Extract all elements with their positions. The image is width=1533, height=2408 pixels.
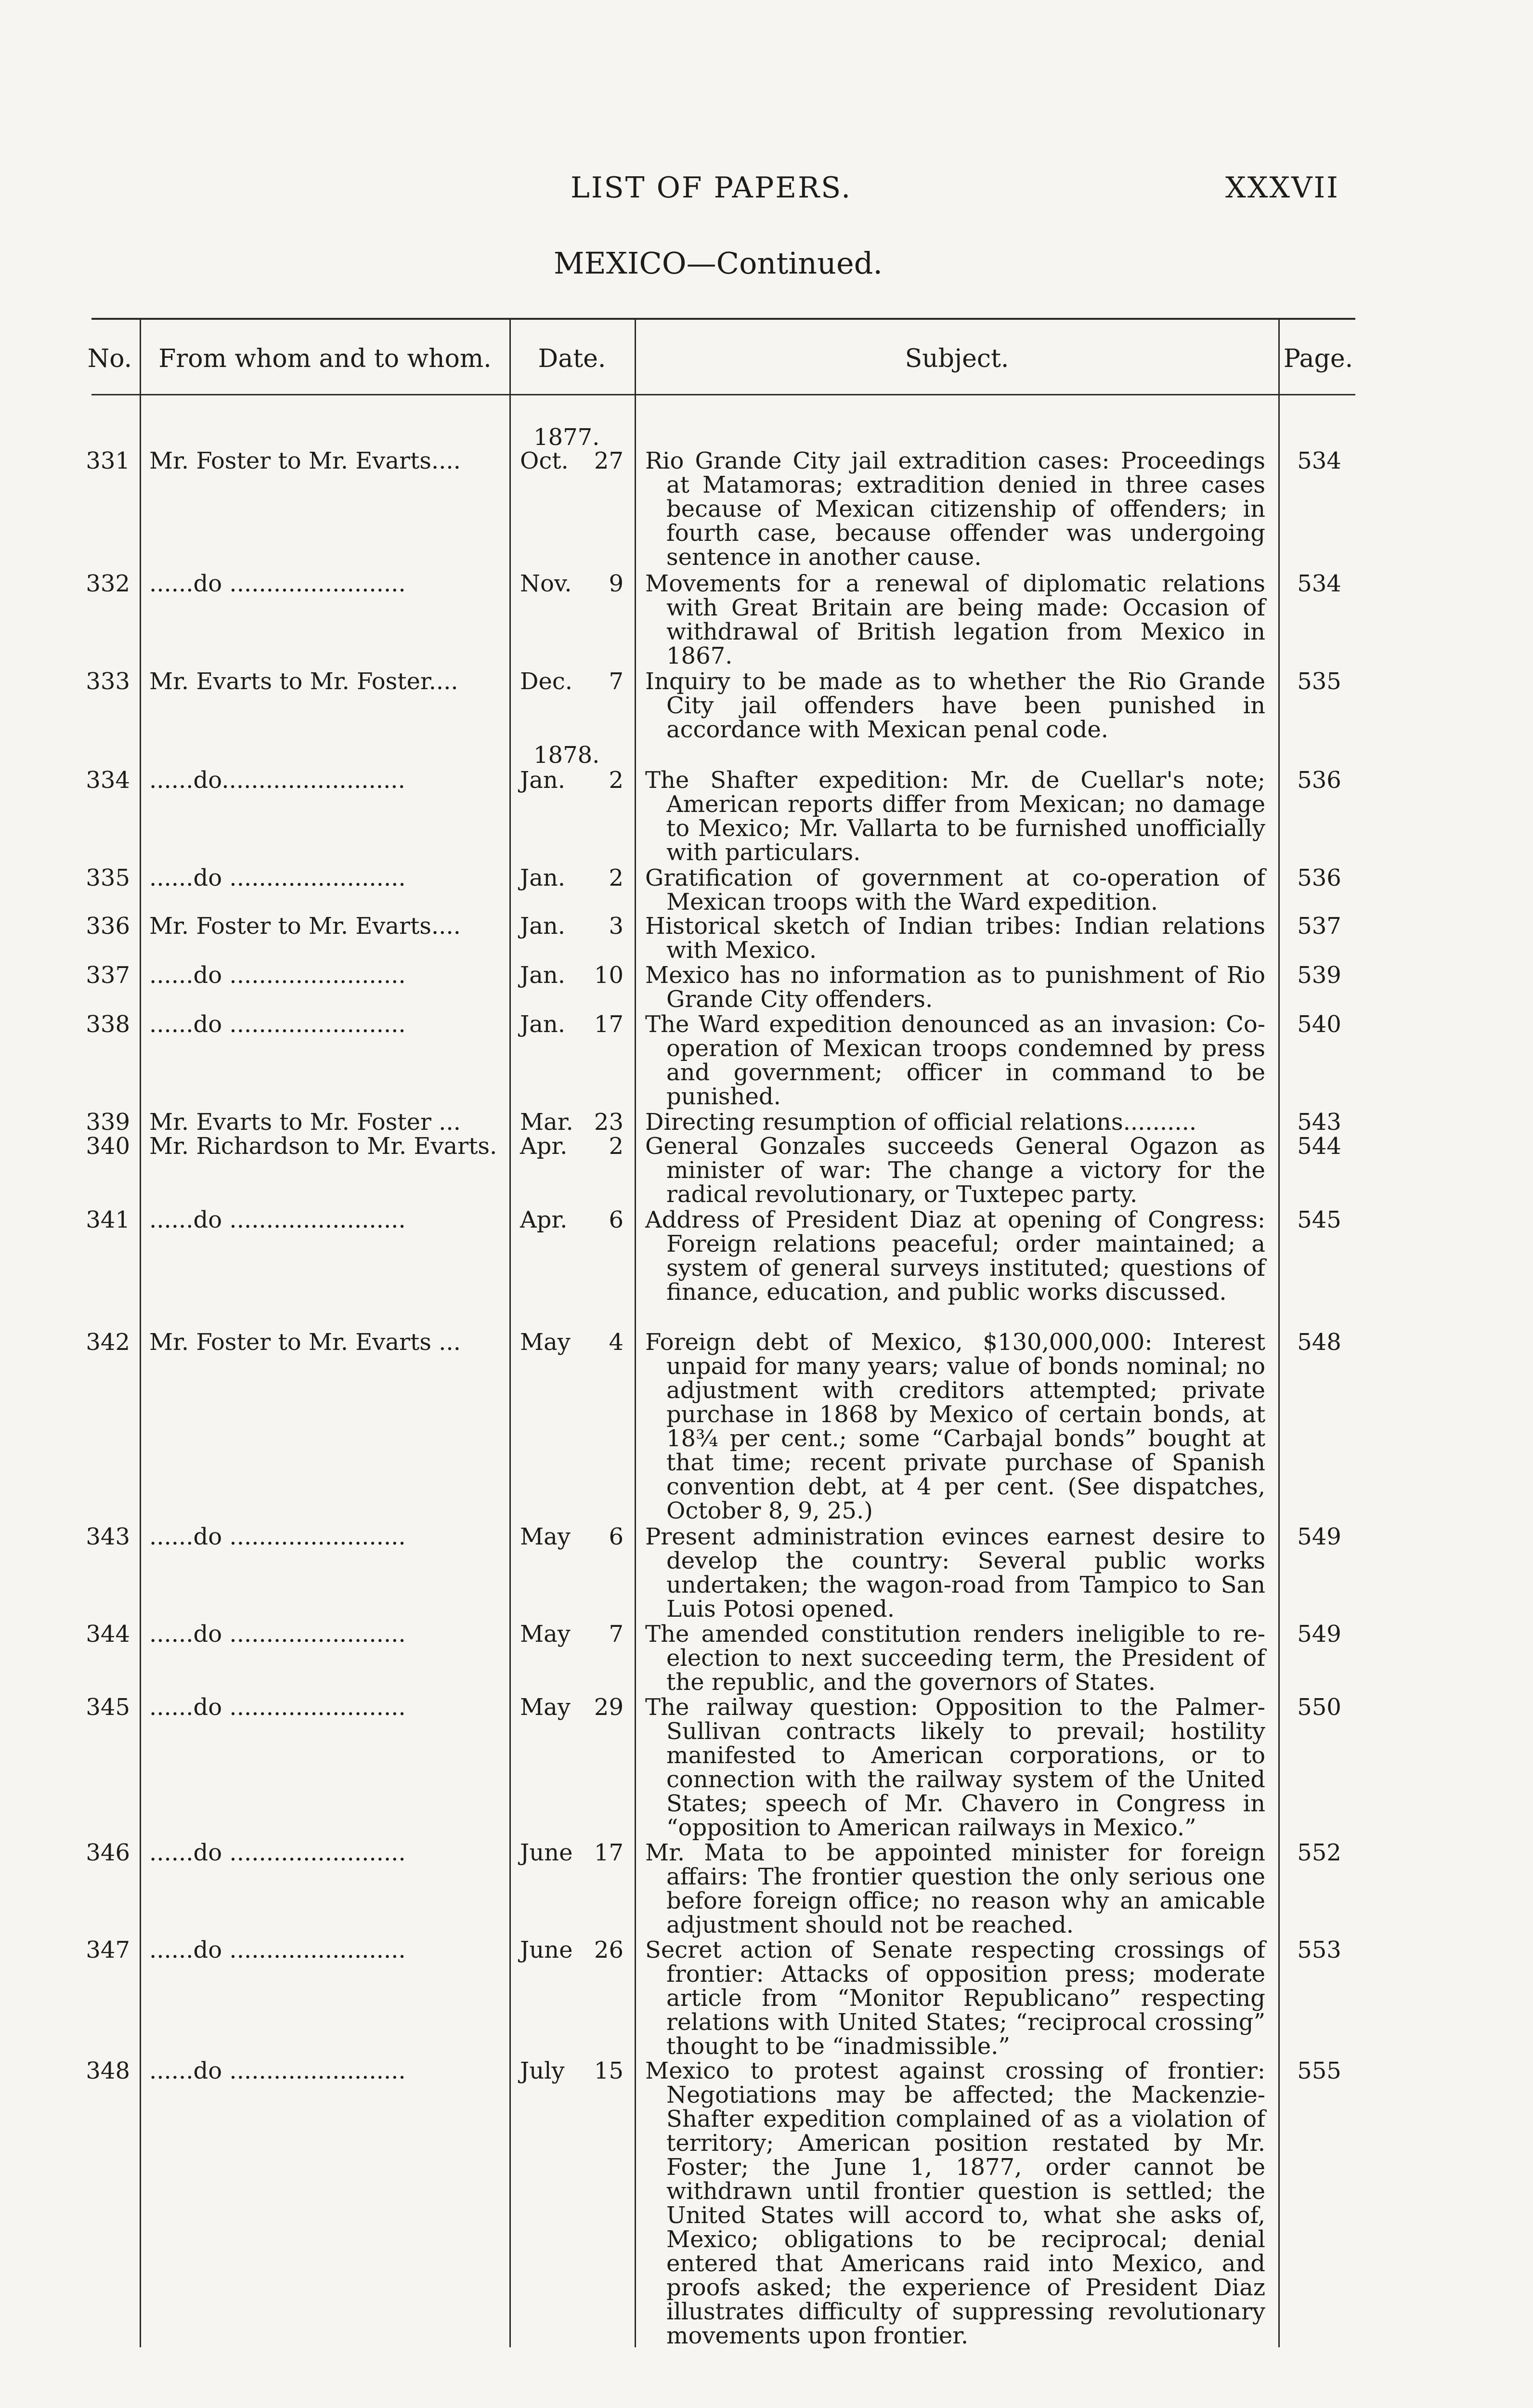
date-day: 7 [609,668,624,695]
table-row-subject: Mexico to protest against crossing of frontier: Negotiations may be affected; the Mackenzie-Shafter expedition complained of as a violation of territory; American position restated by Mr. Foster; the June 1, 1877, order cannot be withdrawn until frontier question is settled; the United States will accord to, what she asks of, Mexico; obligations to be reciprocal; denial entered that Americans raid into Mexico, and proofs asked; the experience of President Diaz illustrates difficulty of suppressing revolutionary movements upon frontier. [645,2057,1265,2349]
date-month: Jan. [520,864,566,891]
date-month: July [520,2057,565,2084]
column-header-from: From whom and to whom. [158,344,492,373]
date-month: May [520,1694,571,1721]
table-row-subject: Address of President Diaz at opening of Congress: Foreign relations peaceful; order maintained; a system of general surveys instituted; questions of finance, education, and public works discussed. [645,1206,1265,1306]
date-month: Jan. [520,913,566,940]
table-row-from: ......do ........................ [149,1206,406,1233]
table-row-number: 345 [86,1694,130,1721]
column-header-no: No. [87,344,132,373]
date-day: 17 [594,1011,624,1038]
table-row-subject: Historical sketch of Indian tribes: Indian relations with Mexico. [645,913,1265,964]
table-row-page: 550 [1297,1694,1341,1721]
table-row-from: ......do ........................ [149,1839,406,1866]
table-row-page: 549 [1297,1621,1341,1648]
date-day: 3 [609,913,624,940]
column-divider [140,320,141,2347]
table-row-page: 540 [1297,1011,1341,1038]
table-row-page: 553 [1297,1937,1341,1963]
date-month: Jan. [520,767,566,794]
table-row-from: Mr. Evarts to Mr. Foster ... [149,1109,461,1136]
table-row-subject: Inquiry to be made as to whether the Rio Grande City jail offenders have been punished in accordance with Mexican penal code. [645,668,1265,743]
date-month: Apr. [520,1206,568,1233]
table-row-number: 338 [86,1011,130,1038]
table-row-subject: Foreign debt of Mexico, $130,000,000: Interest unpaid for many years; value of bonds nominal; no adjustment with creditors attempted; private purchase in 1868 by Mexico of certain bonds, at 18¾ per cent.; some “Carbajal bonds” bought at that time; recent private purchase of Spanish convention debt, at 4 per cent. (See dispatches, October 8, 9, 25.) [645,1329,1265,1524]
table-row-from: ......do ........................ [149,2057,406,2084]
table-row-subject: Secret action of Senate respecting crossings of frontier: Attacks of opposition press; moderate article from “Monitor Republicano” respecting relations with United States; “reciprocal crossing” thought to be “inadmissible.” [645,1937,1265,2060]
table-row-number: 339 [86,1109,130,1136]
table-row-from: Mr. Richardson to Mr. Evarts. [149,1133,497,1160]
column-divider [635,320,636,2347]
date-month: Apr. [520,1133,568,1160]
column-header-subject: Subject. [905,344,1009,373]
date-day: 2 [609,864,624,891]
table-row-from: ......do ........................ [149,1621,406,1648]
date-day: 2 [609,767,624,794]
date-month: June [520,1937,573,1963]
table-top-rule [91,318,1355,320]
date-day: 2 [609,1133,624,1160]
section-heading: MEXICO—Continued. [554,246,883,281]
date-month: May [520,1621,571,1648]
table-row-from: ......do ........................ [149,1011,406,1038]
table-row-page: 555 [1297,2057,1341,2084]
table-row-number: 340 [86,1133,130,1160]
table-row-subject: The Shafter expedition: Mr. de Cuellar's note; American reports differ from Mexican; no damage to Mexico; Mr. Vallarta to be furnished unofficially with particulars. [645,767,1265,866]
date-day: 17 [594,1839,624,1866]
table-row-subject: The Ward expedition denounced as an invasion: Co-operation of Mexican troops condemned by press and government; officer in command to be punished. [645,1011,1265,1110]
table-row-subject: Present administration evinces earnest desire to develop the country: Several public works undertaken; the wagon-road from Tampico to San Luis Potosi opened. [645,1523,1265,1623]
table-row-subject: Mexico has no information as to punishment of Rio Grande City offenders. [645,962,1265,1013]
table-row-number: 337 [86,962,130,989]
table-row-from: ......do......................... [149,767,405,794]
date-day: 10 [594,962,624,989]
table-row-page: 536 [1297,864,1341,891]
table-row-number: 342 [86,1329,130,1356]
table-header-rule [91,394,1355,395]
date-day: 7 [609,1621,624,1648]
table-row-page: 535 [1297,668,1341,695]
date-day: 6 [609,1206,624,1233]
table-row-from: Mr. Foster to Mr. Evarts ... [149,1329,461,1356]
table-row-subject: Movements for a renewal of diplomatic relations with Great Britain are being made: Occasion of withdrawal of British legation from Mexico in 1867. [645,570,1265,669]
table-row-from: ......do ........................ [149,1694,406,1721]
date-month: June [520,1839,573,1866]
table-row-from: ......do ........................ [149,962,406,989]
table-row-page: 534 [1297,570,1341,597]
date-month: Oct. [520,447,569,474]
table-row-from: ......do ........................ [149,864,406,891]
date-day: 27 [594,447,624,474]
date-day: 23 [594,1109,624,1136]
date-month: May [520,1523,571,1550]
date-month: Mar. [520,1109,573,1136]
column-header-date: Date. [538,344,606,373]
date-day: 4 [609,1329,624,1356]
date-day: 6 [609,1523,624,1550]
column-divider [1278,320,1280,2347]
table-row-subject: Rio Grande City jail extradition cases: Proceedings at Matamoras; extradition denied in three cases because of Mexican citizenship of offenders; in fourth case, because offender was undergoing sentence in another cause. [645,447,1265,571]
table-row-page: 534 [1297,447,1341,474]
date-day: 15 [594,2057,624,2084]
table-row-number: 343 [86,1523,130,1550]
table-row-from: ......do ........................ [149,1937,406,1963]
running-title: LIST OF PAPERS. [571,171,852,205]
table-row-number: 332 [86,570,130,597]
table-row-from: ......do ........................ [149,570,406,597]
date-day: 9 [609,570,624,597]
table-row-number: 348 [86,2057,130,2084]
table-row-number: 333 [86,668,130,695]
table-row-subject: Gratification of government at co-operation of Mexican troops with the Ward expedition. [645,864,1265,916]
page-number-roman: XXXVII [1225,171,1339,205]
year-label: 1877. [533,424,600,451]
table-row-number: 344 [86,1621,130,1648]
table-row-page: 543 [1297,1109,1341,1136]
table-row-page: 537 [1297,913,1341,940]
date-month: Jan. [520,962,566,989]
table-row-subject: Directing resumption of official relations.......... [645,1109,1197,1136]
table-row-subject: The railway question: Opposition to the Palmer-Sullivan contracts likely to prevail; hostility manifested to American corporations, or to connection with the railway system of the United States; speech of Mr. Chavero in Congress in “opposition to American railways in Mexico.” [645,1694,1265,1841]
date-day: 26 [594,1937,624,1963]
table-row-page: 544 [1297,1133,1341,1160]
column-header-page: Page. [1283,344,1353,373]
table-row-number: 347 [86,1937,130,1963]
date-day: 29 [594,1694,624,1721]
table-row-page: 548 [1297,1329,1341,1356]
table-row-from: ......do ........................ [149,1523,406,1550]
table-row-subject: The amended constitution renders ineligible to re-election to next succeeding term, the President of the republic, and the governors of States. [645,1621,1265,1696]
table-row-subject: General Gonzales succeeds General Ogazon as minister of war: The change a victory for the radical revolutionary, or Tuxtepec party. [645,1133,1265,1208]
table-row-page: 545 [1297,1206,1341,1233]
date-month: Jan. [520,1011,566,1038]
table-row-number: 341 [86,1206,130,1233]
table-row-number: 335 [86,864,130,891]
date-month: Dec. [520,668,573,695]
column-divider [509,320,511,2347]
table-row-from: Mr. Foster to Mr. Evarts.... [149,913,461,940]
table-row-subject: Mr. Mata to be appointed minister for foreign affairs: The frontier question the only serious one before foreign office; no reason why an amicable adjustment should not be reached. [645,1839,1265,1938]
table-row-page: 549 [1297,1523,1341,1550]
table-row-number: 346 [86,1839,130,1866]
table-row-page: 539 [1297,962,1341,989]
date-month: May [520,1329,571,1356]
table-row-from: Mr. Evarts to Mr. Foster.... [149,668,458,695]
table-row-number: 334 [86,767,130,794]
year-label: 1878. [533,742,600,769]
table-row-number: 331 [86,447,130,474]
table-row-number: 336 [86,913,130,940]
table-row-from: Mr. Foster to Mr. Evarts.... [149,447,461,474]
table-row-page: 536 [1297,767,1341,794]
table-row-page: 552 [1297,1839,1341,1866]
date-month: Nov. [520,570,572,597]
